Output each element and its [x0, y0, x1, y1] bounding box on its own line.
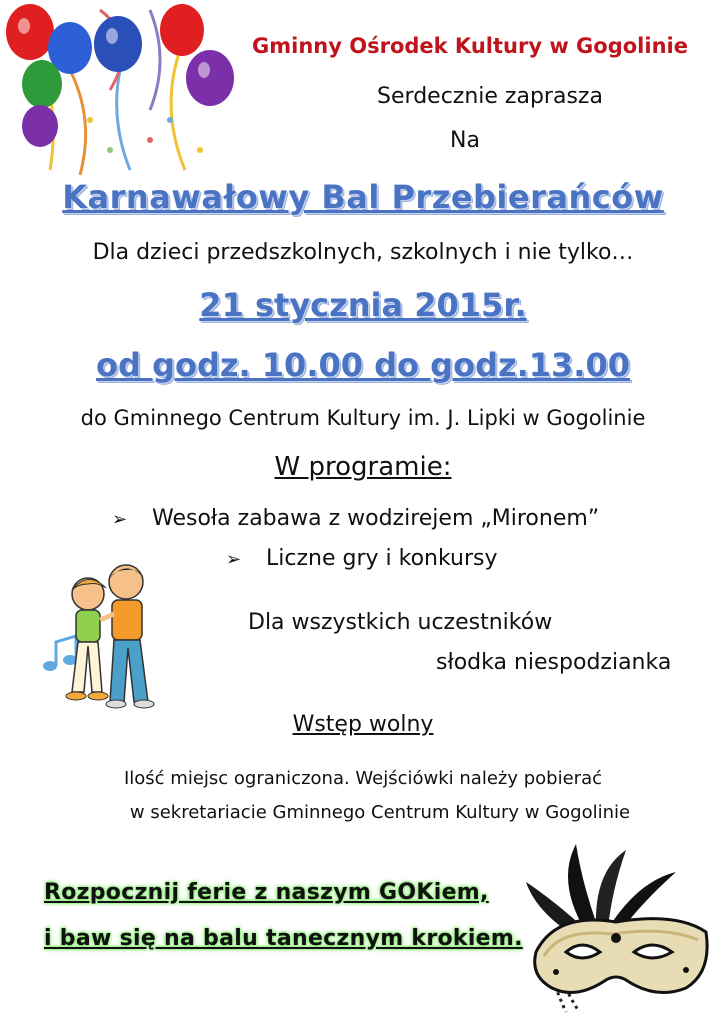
invite-line: Serdecznie zaprasza — [377, 84, 603, 109]
na-word: Na — [450, 128, 480, 153]
music-note-icon — [43, 636, 77, 671]
entry-free: Wstęp wolny — [292, 712, 434, 737]
program-item-label: Wesoła zabawa z wodzirejem „Mironem” — [152, 506, 600, 531]
audience-line: Dla dzieci przedszkolnych, szkolnych i nie tylko… — [92, 240, 634, 265]
arrow-bullet-icon: ➢ — [226, 549, 242, 570]
event-venue: do Gminnego Centrum Kultury im. J. Lipki w Gogolinie — [80, 406, 646, 430]
event-title: Karnawałowy Bal Przebierańców — [62, 178, 664, 216]
surprise-line-1: Dla wszystkich uczestników — [248, 610, 553, 635]
program-item — [112, 506, 599, 531]
slogan-line-2: i baw się na balu tanecznym krokiem. — [44, 926, 523, 951]
event-time: od godz. 10.00 do godz.13.00 — [96, 346, 630, 384]
program-heading: W programie: — [274, 452, 452, 482]
organizer-name: Gminny Ośrodek Kultury w Gogolinie — [252, 34, 688, 58]
limit-line-2: w sekretariacie Gminnego Centrum Kultury w Gogolinie — [129, 802, 631, 823]
arrow-bullet-icon: ➢ — [112, 509, 128, 530]
event-date: 21 stycznia 2015r. — [199, 286, 527, 324]
slogan-line-1: Rozpocznij ferie z naszym GOKiem, — [44, 880, 489, 905]
dancing-kids-icon — [38, 562, 178, 712]
carnival-mask-icon — [516, 842, 716, 1017]
surprise-line-2: słodka niespodzianka — [436, 650, 672, 675]
program-item — [226, 546, 498, 571]
limit-line-1: Ilość miejsc ograniczona. Wejściówki należy pobierać — [123, 768, 603, 789]
program-item-label: Liczne gry i konkursy — [266, 546, 498, 571]
balloons-icon — [0, 0, 250, 180]
